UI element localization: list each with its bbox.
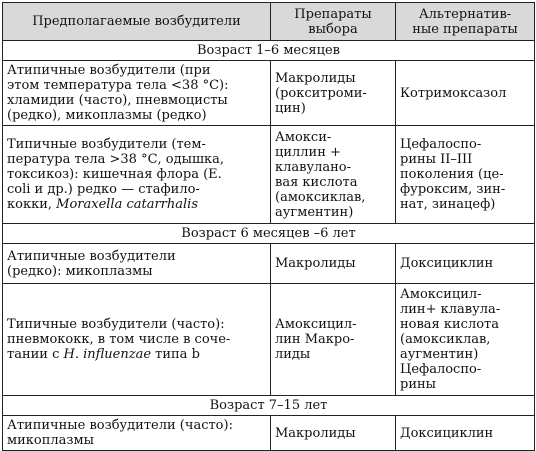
header-drugs-line2: выбора [308,21,358,37]
section-row [3,41,535,61]
text-line: (редко): микоплазмы [7,263,153,279]
text-line: Доксициклин [400,425,494,441]
text-line: лиды [275,347,311,362]
text-line: (амоксиклав, [400,332,491,347]
text-line: микоплазмы [7,433,94,448]
text-plain: тании с [7,347,64,362]
text-line: клавулано- [275,159,351,175]
alternative-drug-cell [396,416,535,451]
text-line: рины II–III [400,152,473,167]
section-row [3,396,535,416]
text-line: новая кислота [400,317,499,332]
text-line: Типичные возбудители (часто): [7,317,225,332]
table-row [3,244,535,284]
text-line: Макролиды [275,256,356,271]
section-title: Возраст 7–15 лет [3,396,535,416]
header-alt-line1: Альтернатив- [418,6,512,22]
drug-of-choice-cell [271,284,396,396]
section-row [3,224,535,244]
text-line: пература тела >38 °С, одышка, [7,152,225,167]
alternative-drug-cell [396,244,535,284]
text-line: токсикоз): кишечная флора (E. [7,167,222,182]
text-line: (редко), микоплазмы (редко) [7,108,207,123]
alternative-drug-cell [396,284,535,396]
pathogen-cell [3,416,271,451]
antibiotic-table [2,2,535,451]
text-line: Цефалоспо- [400,362,482,377]
table-row [3,284,535,396]
text-line: Атипичные возбудители (часто): [7,418,233,433]
table-row [3,126,535,224]
drug-of-choice-cell [271,126,396,224]
text-line: лин+ клавула- [400,302,501,317]
header-alt-line2: ные препараты [412,21,518,37]
text-line: фуроксим, зин- [400,182,506,197]
text-line: рины [400,377,436,392]
text-line: coli и др.) редко — стафило- [7,182,200,197]
organism-name-italic: Moraxella catarrhalis [56,197,199,212]
text-line: Макролиды [275,70,356,86]
organism-name-italic: H. influenzae [63,347,152,362]
header-row [3,3,535,41]
text-line: пневмококк, в том числе в соче- [7,332,231,347]
alternative-drug-cell [396,61,535,126]
text-line: аугментин) [400,347,479,362]
text-line: хламидии (часто), пневмоцисты [7,93,228,108]
text-line: этом температура тела <38 °С): [7,78,229,93]
header-drugs-of-choice [271,3,396,41]
pathogen-cell [3,284,271,396]
alternative-drug-cell [396,126,535,224]
section-title: Возраст 1–6 месяцев [3,41,535,61]
table-row [3,61,535,126]
drug-of-choice-cell [271,416,396,451]
text-line [7,197,266,212]
text-line: Амоксицил- [400,287,482,302]
text-line: Доксициклин [400,256,494,271]
header-pathogens-text: Предполагаемые возбудители [32,14,241,29]
text-line: Амоксицил- [275,317,357,332]
text-line [7,347,266,362]
pathogen-cell [3,126,271,224]
section-title: Возраст 6 месяцев –6 лет [3,224,535,244]
text-line: цин) [275,100,306,116]
text-line: поколения (це- [400,167,504,182]
text-line: Амокси- [275,129,332,145]
drug-of-choice-cell [271,244,396,284]
text-line: нат, зинацеф) [400,197,496,212]
text-line: Атипичные возбудители [7,248,176,264]
pathogen-cell [3,244,271,284]
header-pathogens [3,3,271,41]
drug-of-choice-cell [271,61,396,126]
text-line: лин Макро- [275,332,355,347]
text-plain: типа b [151,347,200,362]
header-drugs-line1: Препараты [294,6,372,22]
text-line: (рокситроми- [275,85,367,101]
text-line: циллин + [275,144,341,160]
text-plain: кокки, [7,197,57,212]
text-line: Котримоксазол [400,85,507,101]
text-line: Цефалоспо- [400,137,482,152]
text-line: (амоксиклав, [275,189,366,205]
text-line: Атипичные возбудители (при [7,63,211,78]
table-row [3,416,535,451]
pathogen-cell [3,61,271,126]
text-line: аугментин) [275,204,354,220]
text-line: Макролиды [275,425,356,441]
text-line: Типичные возбудители (тем- [7,137,206,152]
text-line: вая кислота [275,174,358,190]
header-alternative-drugs [396,3,535,41]
